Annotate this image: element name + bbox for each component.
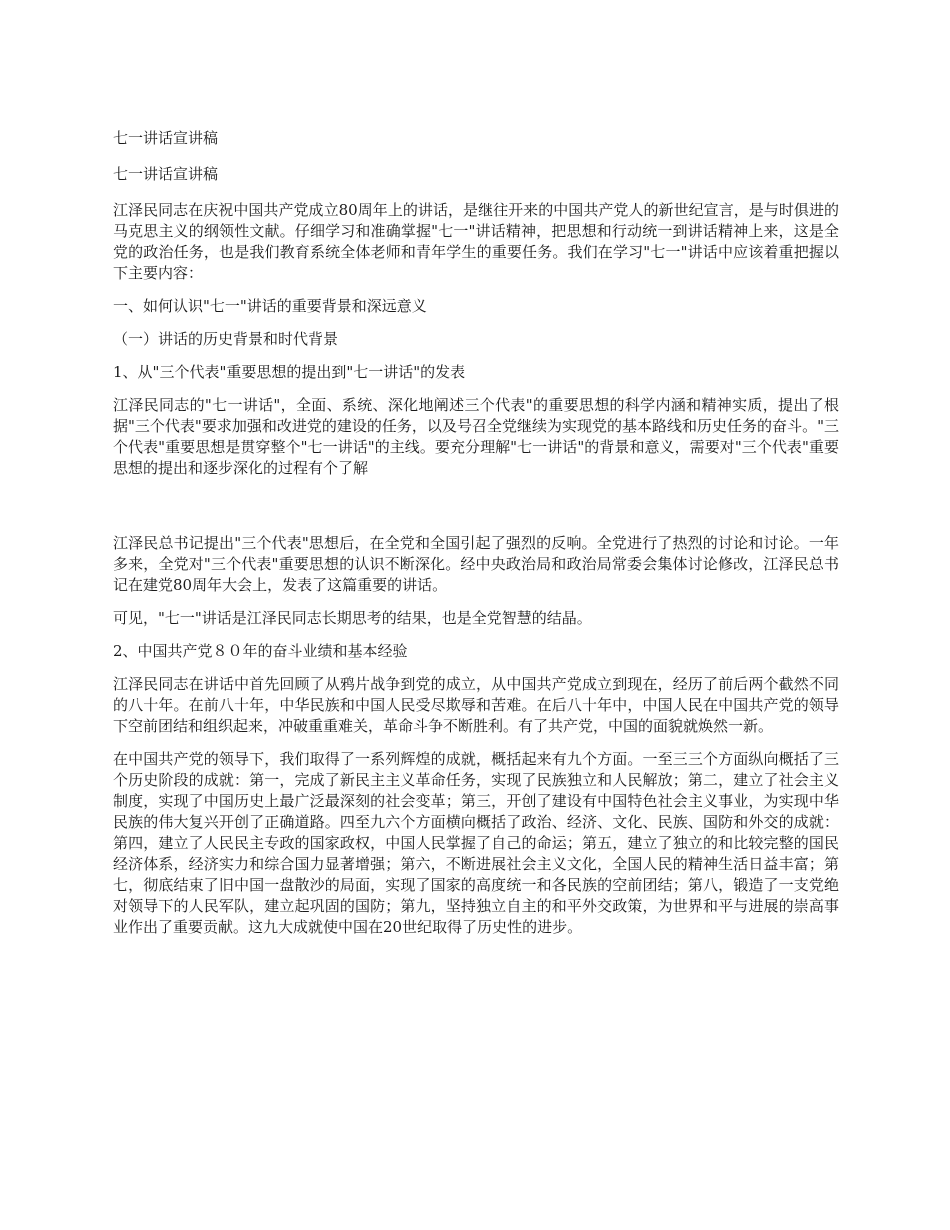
document-subtitle: 七一讲话宣讲稿	[113, 165, 219, 183]
paragraph-reaction: 江泽民总书记提出"三个代表"思想后，在全党和全国引起了强烈的反响。全党进行了热烈的讨论和讨论。一年多来，全党对"三个代表"重要思想的认识不断深化。经中央政治局和政治局常委会集体讨论修改，江泽民总书记在建党80周年大会上，发表了这篇重要的讲话。	[113, 534, 839, 594]
paragraph-history: 江泽民同志在讲话中首先回顾了从鸦片战争到党的成立，从中国共产党成立到现在，经历了前后两个截然不同的八十年。在前八十年，中华民族和中国人民受尽欺辱和苦难。在后八十年中，中国人民在中国共产党的领导下空前团结和组织起来，冲破重重难关，革命斗争不断胜利。有了共产党，中国的面貌就焕然一新。	[113, 675, 839, 735]
document-body	[113, 128, 839, 950]
section-gap	[113, 491, 839, 533]
paragraph-three-represents: 江泽民同志的"七一讲话"，全面、系统、深化地阐述三个代表"的重要思想的科学内涵和精神实质，提出了根据"三个代表"要求加强和改进党的建设的任务，以及号召全党继续为实现党的基本路线和历史任务的奋斗。"三个代表"重要思想是贯穿整个"七一讲话"的主线。要充分理解"七一讲话"的背景和意义，需要对"三个代表"重要思想的提出和逐步深化的过程有个了解	[113, 396, 839, 477]
document-title: 七一讲话宣讲稿	[113, 129, 219, 147]
subsection-heading-1: （一）讲话的历史背景和时代背景	[113, 330, 339, 348]
paragraph-conclusion: 可见，"七一"讲话是江泽民同志长期思考的结果，也是全党智慧的结晶。	[113, 609, 592, 627]
section-heading-1: 一、如何认识"七一"讲话的重要背景和深远意义	[113, 297, 427, 315]
paragraph-achievements: 在中国共产党的领导下，我们取得了一系列辉煌的成就，概括起来有九个方面。一至三三个方面纵向概括了三个历史阶段的成就：第一，完成了新民主主义革命任务，实现了民族独立和人民解放；第二，建立了社会主义制度，实现了中国历史上最广泛最深刻的社会变革；第三，开创了建设有中国特色社会主义事业，为实现中华民族的伟大复兴开创了正确道路。四至九六个方面横向概括了政治、经济、文化、民族、国防和外交的成就：第四，建立了人民民主专政的国家政权，中国人民掌握了自己的命运；第五，建立了独立的和比较完整的国民经济体系，经济实力和综合国力显著增强；第六，不断进展社会主义文化，全国人民的精神生活日益丰富；第七，彻底结束了旧中国一盘散沙的局面，实现了国家的高度统一和各民族的空前团结；第八，锻造了一支党绝对领导下的人民军队，建立起巩固的国防；第九，坚持独立自主的和平外交政策，为世界和平与进展的崇高事业作出了重要贡献。这九大成就使中国在20世纪取得了历史性的进步。	[113, 750, 839, 936]
paragraph-intro: 江泽民同志在庆祝中国共产党成立80周年上的讲话，是继往开来的中国共产党人的新世纪宣言，是与时俱进的马克思主义的纲领性文献。仔细学习和准确掌握"七一"讲话精神，把思想和行动统一到讲话精神上来，这是全党的政治任务，也是我们教育系统全体老师和青年学生的重要任务。我们在学习"七一"讲话中应该着重把握以下主要内容：	[113, 201, 839, 282]
item-heading-2: 2、中国共产党８０年的奋斗业绩和基本经验	[113, 642, 408, 660]
item-heading-1: 1、从"三个代表"重要思想的提出到"七一讲话"的发表	[113, 363, 466, 381]
